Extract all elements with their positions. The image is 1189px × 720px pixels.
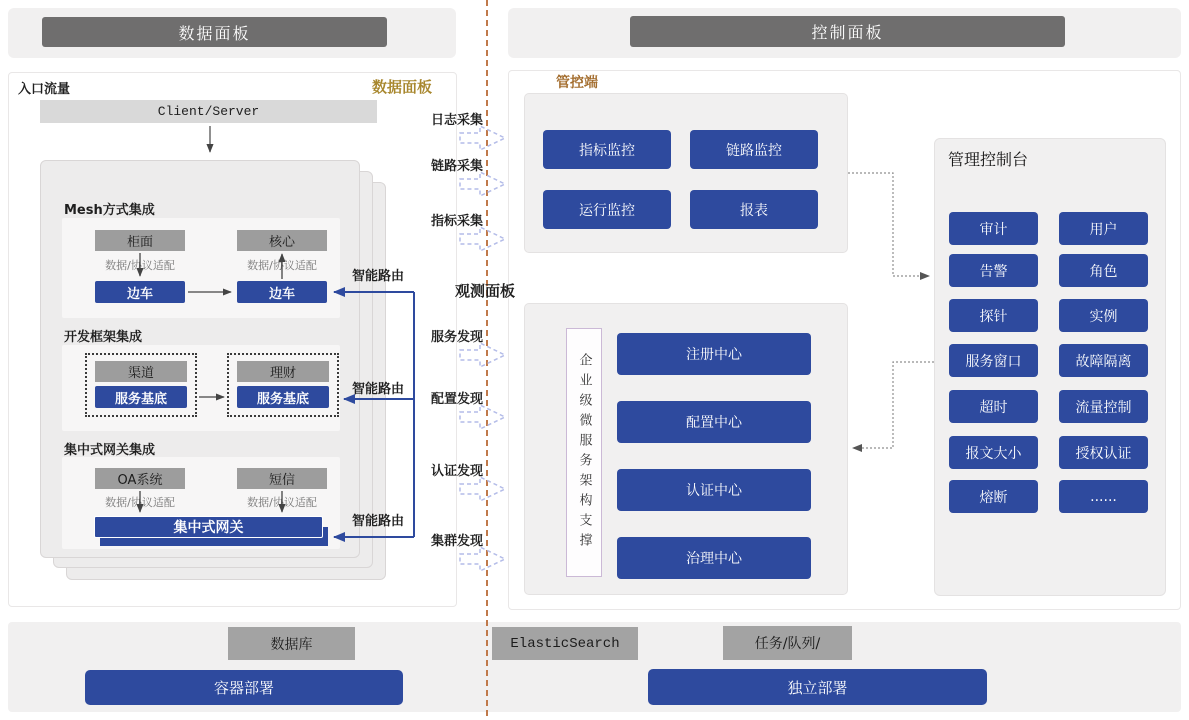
- flow-label-trace-collect: 链路采集: [430, 159, 483, 174]
- flow-label-metric-collect: 指标采集: [430, 214, 483, 229]
- mesh-right-app-label: 核心: [268, 235, 295, 250]
- smart-route-label-2: 智能路由: [352, 382, 405, 397]
- audit-label: 审计: [979, 221, 1008, 238]
- auth-center-label: 认证中心: [686, 483, 742, 499]
- console-button-fault-isolation: [1059, 344, 1148, 377]
- fault-isolation-label: 故障隔离: [1075, 353, 1132, 370]
- console-button-more: [1059, 480, 1148, 513]
- mesh-left-sidecar-box: [95, 281, 185, 303]
- data-plane-tag: 数据面板: [372, 78, 433, 96]
- client-server-box: [40, 100, 377, 123]
- button-report: [690, 190, 818, 229]
- flow-label-service-discovery: 服务发现: [430, 330, 483, 345]
- gateway-left-app-label: OA系统: [117, 473, 163, 488]
- console-button-probe: [949, 299, 1038, 332]
- framework-right-base-box: [237, 386, 329, 408]
- flow-label-cluster-discovery: 集群发现: [430, 534, 483, 549]
- database-box: [228, 627, 355, 660]
- mesh-left-sidecar-label: 边车: [126, 286, 153, 302]
- client-server-label: Client/Server: [157, 104, 260, 119]
- flow-arrow-cluster-icon: [459, 544, 507, 574]
- flow-arrow-auth-icon: [459, 474, 507, 504]
- flow-control-label: 流量控制: [1075, 399, 1132, 416]
- gateway-bar-label: 集中式网关: [173, 520, 244, 536]
- governance-center-label: 治理中心: [686, 551, 742, 567]
- framework-left-app-label: 渠道: [127, 366, 154, 381]
- data-plane-header-label: 数据面板: [178, 23, 251, 43]
- report-label: 报表: [740, 202, 768, 219]
- gateway-right-app-box: [237, 468, 327, 489]
- container-deploy-bar: [85, 670, 403, 705]
- gateway-left-adapter-label: 数据/协议适配: [105, 496, 175, 509]
- console-button-alert: [949, 254, 1038, 287]
- service-window-label: 服务窗口: [965, 353, 1022, 370]
- role-label: 角色: [1089, 263, 1118, 280]
- button-trace-monitor: [690, 130, 818, 169]
- console-button-audit: [949, 212, 1038, 245]
- registry-center-label: 注册中心: [686, 347, 742, 363]
- control-plane-header-label: 控制面板: [811, 23, 884, 42]
- mesh-left-app-label: 柜面: [126, 235, 153, 250]
- mesh-left-app-box: [95, 230, 185, 251]
- control-plane-header: [630, 16, 1065, 47]
- standalone-deploy-label: 独立部署: [787, 678, 848, 697]
- button-metric-monitor: [543, 130, 671, 169]
- message-size-label: 报文大小: [965, 445, 1022, 462]
- console-button-instance: [1059, 299, 1148, 332]
- management-console-title: 管理控制台: [948, 150, 1029, 169]
- database-label: 数据库: [270, 636, 313, 653]
- entry-traffic-label: 入口流量: [18, 82, 71, 97]
- framework-left-app-box: [95, 361, 187, 382]
- framework-right-base-label: 服务基底: [256, 391, 309, 407]
- flow-label-auth-discovery: 认证发现: [430, 464, 483, 479]
- button-config-center: [617, 401, 811, 443]
- flow-arrow-service-icon: [459, 340, 507, 370]
- microservice-support-label: 企业级微服务架构支撑: [576, 352, 592, 553]
- smart-route-label-3: 智能路由: [352, 514, 405, 529]
- gateway-bar: [94, 516, 323, 538]
- task-queue-label: 任务/队列/: [754, 636, 821, 652]
- instance-label: 实例: [1089, 308, 1118, 325]
- gateway-right-adapter-label: 数据/协议适配: [247, 496, 317, 509]
- mesh-right-sidecar-box: [237, 281, 327, 303]
- console-button-message-size: [949, 436, 1038, 469]
- elasticsearch-box: [492, 627, 638, 660]
- more-label: ......: [1090, 488, 1117, 505]
- flow-arrow-metric-icon: [459, 224, 507, 254]
- mesh-right-adapter-label: 数据/协议适配: [247, 259, 317, 272]
- observe-panel-label: 观测面板: [455, 282, 516, 300]
- data-plane-header: [42, 17, 387, 47]
- mesh-left-adapter-label: 数据/协议适配: [105, 259, 175, 272]
- console-button-circuit-break: [949, 480, 1038, 513]
- console-button-role: [1059, 254, 1148, 287]
- runtime-monitor-label: 运行监控: [579, 202, 635, 219]
- standalone-deploy-bar: [648, 669, 987, 705]
- mesh-right-sidecar-label: 边车: [268, 286, 295, 302]
- container-deploy-label: 容器部署: [213, 679, 274, 697]
- flow-label-log-collect: 日志采集: [430, 113, 483, 128]
- console-button-timeout: [949, 390, 1038, 423]
- console-button-flow-control: [1059, 390, 1148, 423]
- console-button-authz: [1059, 436, 1148, 469]
- console-button-user: [1059, 212, 1148, 245]
- microservice-support-box: [566, 328, 602, 577]
- framework-right-app-label: 理财: [269, 366, 296, 381]
- button-runtime-monitor: [543, 190, 671, 229]
- button-auth-center: [617, 469, 811, 511]
- control-plane-tag: 管控端: [556, 75, 598, 91]
- metric-monitor-label: 指标监控: [579, 142, 635, 159]
- timeout-label: 超时: [979, 399, 1008, 416]
- flow-arrow-log-icon: [459, 123, 507, 153]
- alert-label: 告警: [979, 263, 1008, 280]
- framework-left-base-label: 服务基底: [114, 391, 167, 407]
- gateway-section-title: 集中式网关集成: [64, 443, 156, 458]
- framework-left-base-box: [95, 386, 187, 408]
- console-button-service-window: [949, 344, 1038, 377]
- probe-label: 探针: [979, 308, 1008, 325]
- button-registry-center: [617, 333, 811, 375]
- task-queue-box: [723, 626, 852, 660]
- authz-label: 授权认证: [1075, 445, 1132, 462]
- smart-route-label-1: 智能路由: [352, 269, 405, 284]
- flow-arrow-trace-icon: [459, 169, 507, 199]
- framework-right-app-box: [237, 361, 329, 382]
- button-governance-center: [617, 537, 811, 579]
- flow-arrow-config-icon: [459, 402, 507, 432]
- mesh-right-app-box: [237, 230, 327, 251]
- monitor-panel: [524, 93, 848, 253]
- gateway-left-app-box: [95, 468, 185, 489]
- circuit-break-label: 熔断: [979, 489, 1008, 506]
- mesh-section-title: Mesh方式集成: [64, 203, 155, 218]
- config-center-label: 配置中心: [686, 415, 742, 431]
- trace-monitor-label: 链路监控: [726, 142, 782, 159]
- flow-label-config-discovery: 配置发现: [430, 392, 483, 407]
- user-label: 用户: [1089, 221, 1118, 238]
- gateway-right-app-label: 短信: [268, 473, 295, 488]
- elasticsearch-label: ElasticSearch: [510, 635, 620, 652]
- framework-section-title: 开发框架集成: [64, 330, 143, 345]
